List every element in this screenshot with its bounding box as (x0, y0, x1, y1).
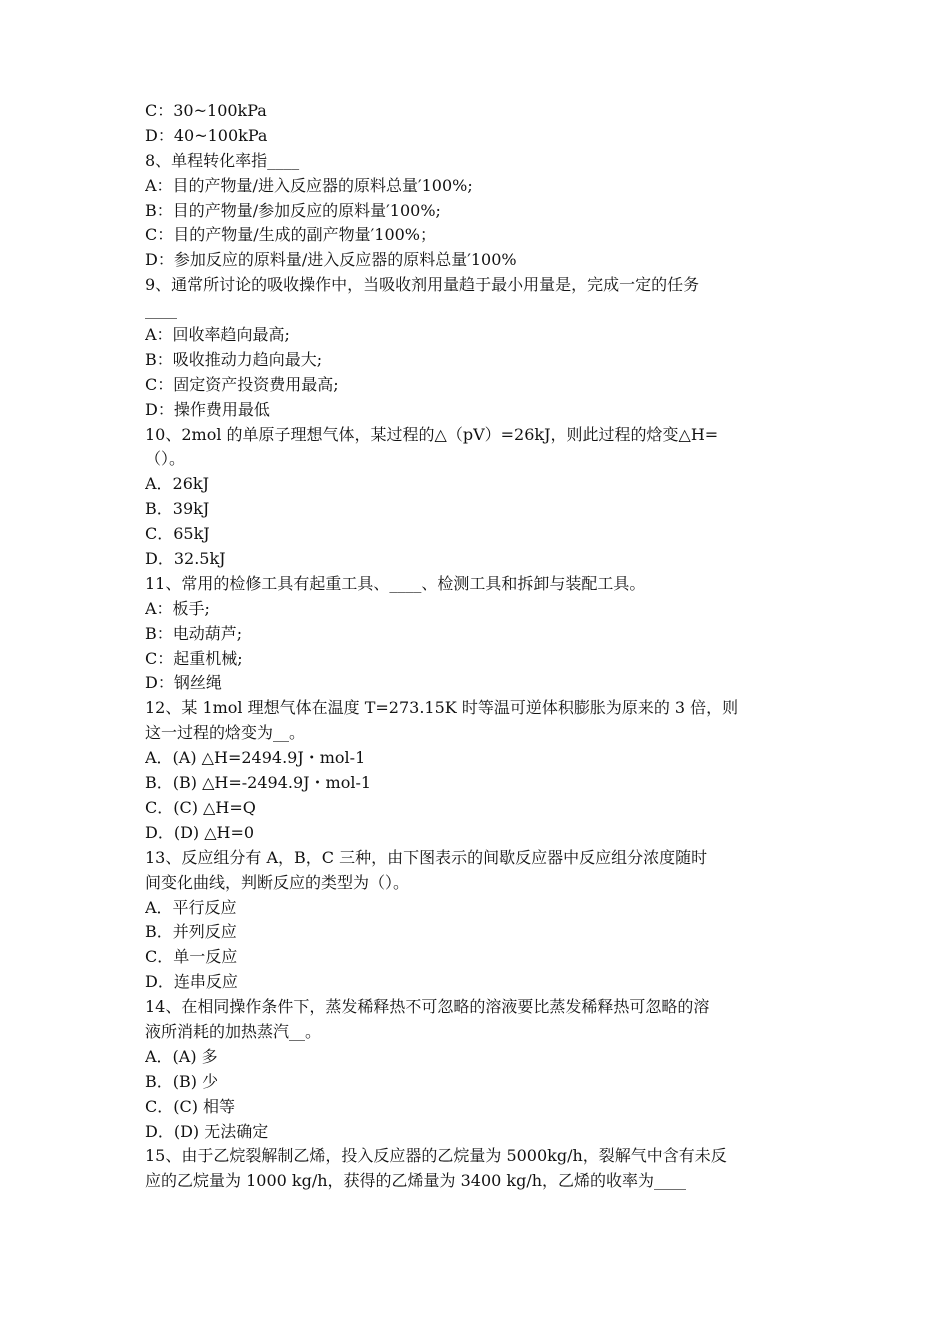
question-8-option-a: A：目的产物量/进入反应器的原料总量′100%; (145, 175, 473, 195)
question-12-option-a: A．(A) △H=2494.9J・mol-1 (145, 748, 366, 768)
question-8-option-c: C：目的产物量/生成的副产物量′100%； (145, 225, 437, 245)
question-12-option-c: C．(C) △H=Q (145, 797, 256, 817)
document-body (145, 99, 810, 1194)
question-9-option-b: B：吸收推动力趋向最大; (145, 349, 323, 369)
question-12-stem-cont: 这一过程的焓变为__。 (145, 723, 306, 743)
question-12-stem: 12、某 1mol 理想气体在温度 T=273.15K 时等温可逆体积膨胀为原来的 3 倍，则 (145, 698, 739, 718)
question-9-option-a: A：回收率趋向最高; (145, 325, 290, 345)
question-14-option-c: C．(C) 相等 (145, 1096, 236, 1116)
question-11-option-b: B：电动葫芦; (145, 623, 243, 643)
question-13-stem: 13、反应组分有 A，B，C 三种，由下图表示的间歇反应器中反应组分浓度随时 (145, 847, 708, 867)
question-11-option-d: D：钢丝绳 (145, 673, 222, 693)
question-9-stem-cont: ____ (145, 300, 177, 320)
question-10-stem: 10、2mol 的单原子理想气体，某过程的△（pV）=26kJ，则此过程的焓变△H= (145, 424, 719, 444)
question-10-option-b: B．39kJ (145, 499, 210, 519)
question-14-stem-cont: 液所消耗的加热蒸汽__。 (145, 1021, 322, 1041)
question-14-option-d: D．(D) 无法确定 (145, 1121, 269, 1141)
question-10-option-a: A．26kJ (145, 474, 210, 494)
question-9-option-d: D：操作费用最低 (145, 399, 270, 419)
question-11-option-a: A：板手; (145, 598, 210, 618)
text-line: C：30~100kPa (145, 101, 267, 120)
question-15-stem-cont: 应的乙烷量为 1000 kg/h，获得的乙烯量为 3400 kg/h，乙烯的收率为____ (145, 1171, 687, 1191)
question-8-option-b: B：目的产物量/参加反应的原料量′100%; (145, 200, 441, 220)
question-10-option-c: C．65kJ (145, 524, 210, 544)
question-14-option-a: A．(A) 多 (145, 1046, 218, 1066)
question-10-stem-cont: （）。 (145, 449, 186, 469)
question-13-stem-cont: 间变化曲线，判断反应的类型为（）。 (145, 872, 410, 892)
question-9-stem: 9、通常所讨论的吸收操作中，当吸收剂用量趋于最小用量是，完成一定的任务 (145, 275, 700, 295)
question-14-option-b: B．(B) 少 (145, 1071, 219, 1091)
question-11-stem: 11、常用的检修工具有起重工具、____、检测工具和拆卸与装配工具。 (145, 573, 646, 593)
text-line: D：40~100kPa (145, 125, 268, 145)
question-9-option-c: C：固定资产投资费用最高; (145, 374, 339, 394)
question-13-option-b: B．并列反应 (145, 922, 237, 942)
question-10-option-d: D．32.5kJ (145, 549, 226, 569)
question-14-stem: 14、在相同操作条件下，蒸发稀释热不可忽略的溶液要比蒸发稀释热可忽略的溶 (145, 997, 710, 1017)
question-12-option-d: D．(D) △H=0 (145, 822, 255, 842)
question-13-option-c: C．单一反应 (145, 947, 238, 967)
question-15-stem: 15、由于乙烷裂解制乙烯，投入反应器的乙烷量为 5000kg/h，裂解气中含有未反 (145, 1146, 727, 1166)
question-8-stem: 8、单程转化率指____ (145, 150, 300, 170)
question-8-option-d: D：参加反应的原料量/进入反应器的原料总量′100% (145, 250, 517, 270)
question-13-option-d: D．连串反应 (145, 972, 238, 992)
question-13-option-a: A．平行反应 (145, 897, 237, 917)
question-11-option-c: C：起重机械; (145, 648, 243, 668)
question-12-option-b: B．(B) △H=-2494.9J・mol-1 (145, 773, 372, 793)
